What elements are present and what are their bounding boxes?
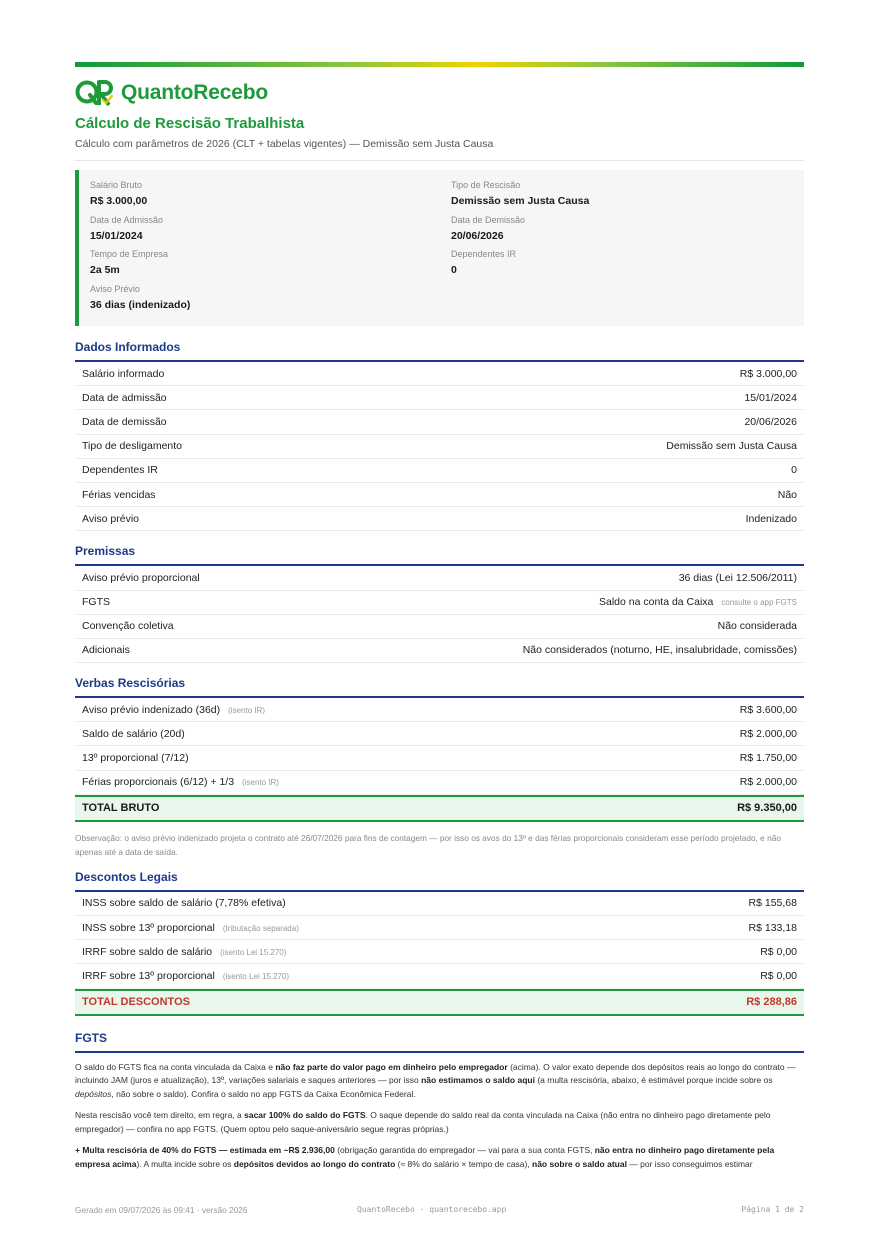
summary-value: 0: [451, 264, 457, 276]
footer-generated: Gerado em 09/07/2026 às 09:41 · versão 2026: [75, 1205, 248, 1215]
page-footer: [75, 1205, 804, 1217]
text-run: , não sobre o saldo). Confira o saldo no app FGTS da Caixa Econômica Federal.: [111, 1088, 416, 1099]
descontos-table: [75, 892, 804, 989]
summary-label: Data de Admissão: [90, 214, 164, 225]
table-row: [75, 386, 804, 410]
row-value: Saldo na conta da Caixa: [598, 596, 714, 609]
total-descontos-value: R$ 288,86: [746, 996, 797, 1009]
total-descontos-label: TOTAL DESCONTOS: [82, 996, 190, 1009]
table-row: [75, 722, 804, 746]
summary-value: R$ 3.000,00: [90, 195, 148, 207]
fgts-paragraph-3: [75, 1144, 804, 1171]
row-label: FGTS: [82, 596, 110, 609]
row-value: 20/06/2026: [744, 415, 797, 428]
document-subtitle: Cálculo com parâmetros de 2026 (CLT + tabelas vigentes) — Demissão sem Justa Causa: [75, 138, 804, 161]
row-label: INSS sobre 13º proporcional: [82, 921, 215, 934]
table-row: [75, 771, 804, 795]
summary-label: Tempo de Empresa: [90, 249, 169, 259]
row-tag: (tributação separada): [222, 923, 299, 933]
summary-label: Data de Demissão: [451, 214, 526, 225]
verbas-table: [75, 698, 804, 795]
row-tag: consulte o app FGTS: [721, 598, 797, 608]
brand-gradient-bar: [75, 62, 804, 67]
row-value: Não considerada: [717, 620, 797, 633]
summary-value: 36 dias (indenizado): [90, 298, 191, 311]
table-row: [75, 591, 804, 615]
text-run: Nesta rescisão você tem direito, em regra, a: [75, 1110, 245, 1121]
summary-value: 20/06/2026: [451, 229, 504, 242]
total-bruto-row: [75, 795, 804, 822]
table-row: [75, 435, 804, 459]
text-run: (a multa rescisória, abaixo, é estimável porque incide sobre os: [534, 1075, 773, 1086]
row-label: Férias proporcionais (6/12) + 1/3: [82, 776, 235, 789]
table-row: [75, 507, 804, 531]
summary-value: Demissão sem Justa Causa: [451, 195, 590, 207]
row-value: R$ 2.000,00: [739, 776, 797, 789]
text-run: — por isso conseguimos estimar: [626, 1158, 753, 1169]
text-run: O saldo do FGTS fica na conta vinculada da Caixa e: [75, 1061, 276, 1072]
row-label-group: [82, 776, 279, 788]
row-value: R$ 3.000,00: [739, 367, 797, 380]
section-title-verbas: Verbas Rescisórias: [75, 676, 804, 698]
row-value: R$ 1.750,00: [739, 752, 797, 765]
row-value: R$ 3.600,00: [739, 703, 797, 716]
text-run-bold: não entra no dinheiro pago diretamente pela empresa acima: [75, 1145, 775, 1169]
row-label: Adicionais: [82, 644, 130, 657]
row-value: Demissão sem Justa Causa: [666, 440, 797, 453]
summary-label: Dependentes IR: [451, 249, 517, 259]
section-title-descontos: Descontos Legais: [75, 870, 804, 892]
summary-value: 2a 5m: [90, 264, 120, 276]
brand-name: QuantoRecebo: [121, 81, 268, 104]
row-label-group: [82, 922, 299, 934]
text-run-bold: não estimamos o saldo aqui: [421, 1075, 535, 1086]
text-run: (≈ 8% do salário × tempo de casa),: [395, 1158, 532, 1169]
total-bruto-label: TOTAL BRUTO: [82, 802, 160, 815]
row-value: R$ 155,68: [748, 897, 797, 910]
footer-page-number: Página 1 de 2: [741, 1205, 804, 1214]
row-label: Tipo de desligamento: [82, 440, 183, 453]
summary-aviso: [90, 284, 451, 319]
row-value: R$ 0,00: [760, 945, 797, 958]
row-tag: (isento IR): [242, 778, 279, 788]
table-row: [75, 566, 804, 590]
row-value: R$ 2.000,00: [739, 727, 797, 740]
summary-dependentes: [451, 249, 801, 284]
section-title-premissas: Premissas: [75, 544, 804, 566]
row-label: Aviso prévio indenizado (36d): [82, 703, 221, 716]
row-tag: (isento Lei 15.270): [220, 947, 287, 957]
observation-note: Observação: o aviso prévio indenizado projeta o contrato até 26/07/2026 para fins de contagem — por isso os avos do 13º e das férias proporcionais consideram esse período projetado, e não apenas até a data de saída.: [75, 832, 781, 857]
row-tag: (isento Lei 15.270): [222, 971, 290, 981]
row-value: Indenizado: [745, 512, 797, 525]
summary-value: 15/01/2024: [90, 229, 143, 242]
row-label: IRRF sobre 13º proporcional: [82, 969, 215, 982]
row-label: INSS sobre saldo de salário (7,78% efetiva): [82, 897, 286, 910]
table-row: [75, 639, 804, 663]
table-row: [75, 362, 804, 386]
table-row: [75, 964, 804, 988]
row-value: Não: [777, 488, 797, 501]
row-label: Data de demissão: [82, 415, 167, 428]
summary-label: Aviso Prévio: [90, 283, 140, 294]
row-value: R$ 133,18: [748, 921, 797, 934]
row-label: Aviso prévio: [82, 512, 140, 525]
row-label-group: [82, 704, 265, 716]
quantorecebo-logo-icon: [75, 78, 115, 108]
summary-admissao: [90, 215, 451, 250]
text-run-bold: não faz parte do valor pago em dinheiro pelo empregador: [275, 1061, 508, 1072]
fgts-paragraph-1: [75, 1061, 804, 1102]
row-value: 15/01/2024: [744, 391, 797, 404]
summary-card: [75, 170, 804, 326]
summary-label: Salário Bruto: [90, 180, 143, 190]
row-label-group: [82, 970, 289, 982]
text-run-bold: depósitos devidos ao longo do contrato: [233, 1158, 396, 1169]
table-row: [75, 615, 804, 639]
row-value: Não considerados (noturno, HE, insalubridade, comissões): [522, 644, 797, 657]
row-value-group: [599, 596, 797, 608]
row-label: Aviso prévio proporcional: [82, 571, 200, 584]
text-run-bold: + Multa rescisória de 40% do FGTS — estimada em ~R$ 2.936,00: [75, 1145, 335, 1156]
row-tag: (isento IR): [228, 705, 266, 715]
summary-salario: [90, 180, 451, 215]
row-value: R$ 0,00: [760, 969, 797, 982]
total-descontos-row: [75, 989, 804, 1016]
text-run-bold: sacar 100% do saldo do FGTS: [244, 1110, 366, 1121]
text-run-italic: depósitos: [75, 1088, 112, 1099]
row-value: 36 dias (Lei 12.506/2011): [678, 571, 797, 584]
fgts-paragraph-2: [75, 1109, 804, 1136]
table-row: [75, 698, 804, 722]
table-row: [75, 916, 804, 940]
text-run: ). A multa incide sobre os: [136, 1158, 234, 1169]
text-run: (acima). O valor exato depende dos depósitos reais ao longo do contrato — incluindo JAM (juros e atualização), 13º, variações salariais e saques anteriores — por isso: [75, 1061, 796, 1086]
summary-tipo: [451, 180, 801, 215]
text-run-bold: não sobre o saldo atual: [532, 1158, 627, 1169]
row-label: Dependentes IR: [82, 464, 158, 477]
footer-site: QuantoRecebo · quantorecebo.app: [357, 1205, 507, 1214]
row-label: Saldo de salário (20d): [82, 727, 185, 740]
summary-label: Tipo de Rescisão: [451, 180, 521, 190]
row-label: Convenção coletiva: [82, 620, 174, 633]
row-label: Data de admissão: [82, 391, 167, 404]
brand-header: [75, 78, 804, 108]
row-value: 0: [791, 464, 797, 477]
table-row: [75, 410, 804, 434]
premissas-table: [75, 566, 804, 663]
table-row: [75, 940, 804, 964]
row-label: Férias vencidas: [82, 488, 156, 501]
row-label: IRRF sobre saldo de salário: [82, 945, 213, 958]
text-run: (obrigação garantida do empregador — vai para a sua conta FGTS,: [334, 1145, 595, 1156]
document-page: [75, 62, 804, 1171]
table-row: [75, 746, 804, 770]
summary-tempo: [90, 249, 451, 284]
summary-demissao: [451, 215, 801, 250]
section-title-fgts: FGTS: [75, 1031, 804, 1053]
total-bruto-value: R$ 9.350,00: [737, 802, 797, 815]
document-title: Cálculo de Rescisão Trabalhista: [75, 115, 305, 132]
table-row: [75, 483, 804, 507]
table-row: [75, 459, 804, 483]
row-label: Salário informado: [82, 367, 165, 380]
table-row: [75, 892, 804, 916]
row-label: 13º proporcional (7/12): [82, 752, 189, 765]
text-run: . O saque depende do saldo real da conta vinculada na Caixa (não entra no dinheiro pago diretamente pelo empregador) — confira no app FGTS. (Quem optou pelo saque-aniversário segue regras próprias.): [75, 1110, 771, 1134]
row-label-group: [82, 946, 286, 958]
dados-table: [75, 362, 804, 531]
section-title-dados: Dados Informados: [75, 340, 804, 362]
